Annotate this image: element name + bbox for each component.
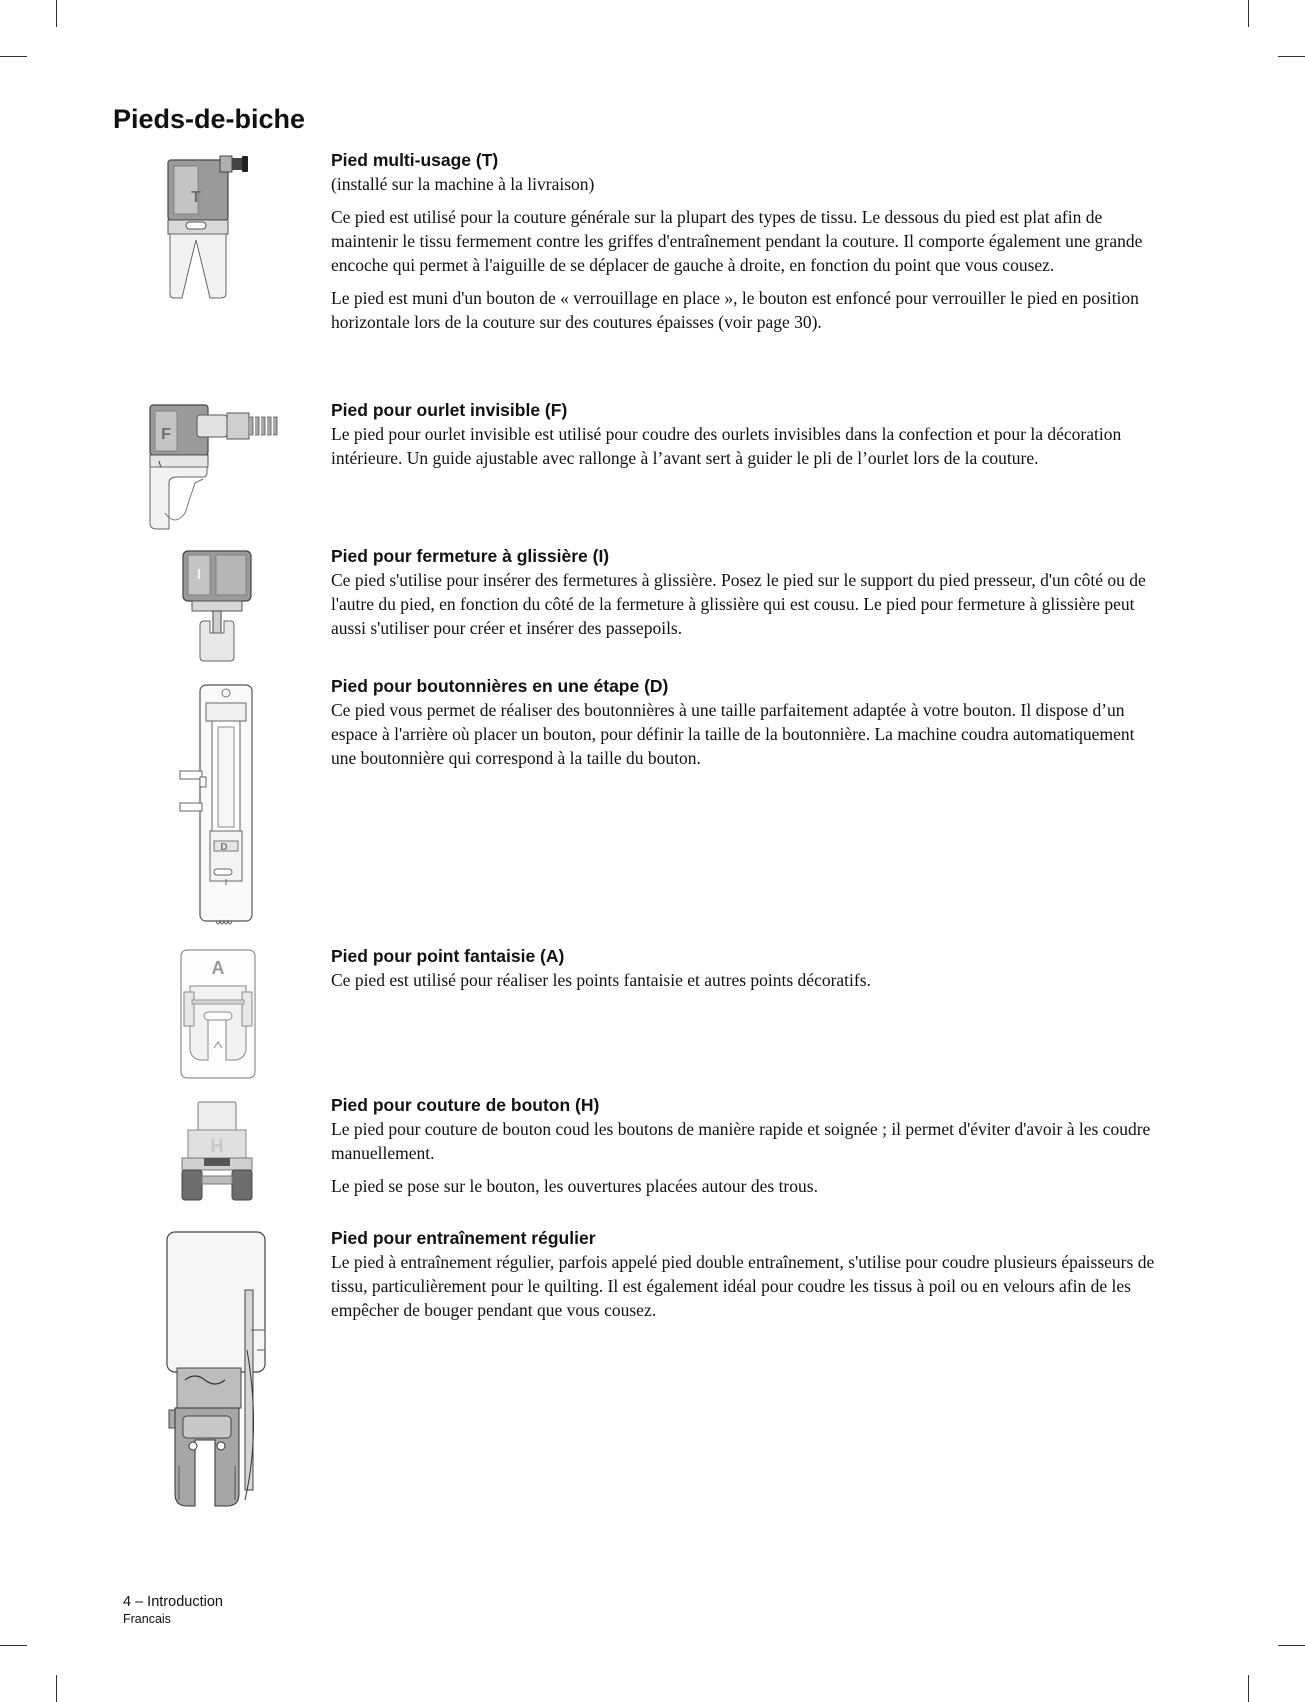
- crop-mark: [1278, 56, 1305, 57]
- footer-page-number: 4 – Introduction: [123, 1594, 223, 1610]
- section-blindhem-foot: [331, 398, 1156, 479]
- section-paragraph: Ce pied est utilisé pour réaliser les points fantaisie et autres points décoratifs.: [331, 970, 871, 990]
- section-paragraph: Le pied à entraînement régulier, parfois appelé pied double entraînement, s'utilise pour coudre plusieurs épaisseurs de tissu, particulièrement pour le quilting. Il est également idéal pour coudre les tissus à poil ou en velours afin de les empêcher de bouger pendant que vous cousez.: [331, 1252, 1155, 1320]
- crop-mark: [1248, 0, 1249, 27]
- section-heading: Pied multi-usage (T): [331, 150, 499, 170]
- foot-letter-F: F: [161, 426, 171, 443]
- crop-mark: [56, 1675, 57, 1702]
- section-paragraph: Le pied est muni d'un bouton de « verrouillage en place », le bouton est enfoncé pour verrouiller le pied en position horizontale lors de la couture sur des coutures épaisses (voir page 30).: [331, 288, 1139, 332]
- section-heading: Pied pour boutonnières en une étape (D): [331, 676, 669, 696]
- section-paragraph: Le pied se pose sur le bouton, les ouvertures placées autour des trous.: [331, 1176, 818, 1196]
- section-heading: Pied pour ourlet invisible (F): [331, 400, 568, 420]
- section-heading: Pied pour fermeture à glissière (I): [331, 546, 610, 566]
- section-paragraph: Le pied pour couture de bouton coud les boutons de manière rapide et soignée ; il permet d'éviter d'avoir à les coudre manuellement.: [331, 1119, 1151, 1163]
- section-buttonhole-foot: [331, 674, 1156, 779]
- page-title: Pieds-de-biche: [113, 104, 306, 134]
- section-paragraph: Ce pied est utilisé pour la couture générale sur la plupart des types de tissu. Le dessous du pied est plat afin de maintenir le tissu fermement contre les griffes d'entraînement pendant la couture. Il comporte également une grande encoche qui permet à l'aiguille de se déplacer de gauche à droite, en fonction du point que vous cousez.: [331, 207, 1143, 275]
- walking-foot-icon: [165, 1230, 275, 1510]
- section-heading: Pied pour couture de bouton (H): [331, 1095, 600, 1115]
- foot-letter-A: A: [211, 958, 225, 978]
- section-zipper-foot: [331, 544, 1156, 649]
- foot-letter-H: H: [210, 1136, 224, 1156]
- buttonhole-foot-D-icon: [176, 683, 266, 933]
- section-walking-foot: [331, 1226, 1156, 1331]
- section-button-sewing-foot: [331, 1093, 1156, 1207]
- foot-letter-T: T: [191, 189, 201, 206]
- section-subheading: (installé sur la machine à la livraison): [331, 174, 595, 194]
- crop-mark: [1278, 1645, 1305, 1646]
- page-footer: [123, 1593, 223, 1627]
- section-heading: Pied pour entraînement régulier: [331, 1228, 596, 1248]
- decorative-stitch-foot-A-icon: [178, 948, 258, 1082]
- foot-letter-I: I: [196, 566, 202, 583]
- section-heading: Pied pour point fantaisie (A): [331, 946, 565, 966]
- section-multipurpose-foot: [331, 148, 1156, 343]
- section-paragraph: Le pied pour ourlet invisible est utilisé pour coudre des ourlets invisibles dans la confection et pour la décoration intérieure. Un guide ajustable avec rallonge à l’avant sert à guider le pli de l’ourlet lors de la couture.: [331, 424, 1122, 468]
- multipurpose-foot-T-icon: [160, 152, 280, 300]
- button-sewing-foot-H-icon: [178, 1100, 258, 1204]
- crop-mark: [56, 0, 57, 27]
- section-paragraph: Ce pied vous permet de réaliser des boutonnières à une taille parfaitement adaptée à votre bouton. Il dispose d’un espace à l'arrière où placer un bouton, pour définir la taille de la boutonnière. La machine coudra automatiquement une boutonnière qui correspond à la taille du bouton.: [331, 700, 1135, 768]
- blindhem-foot-F-icon: [145, 403, 295, 533]
- crop-mark: [0, 56, 27, 57]
- foot-letter-D: D: [220, 842, 228, 853]
- crop-mark: [0, 1645, 27, 1646]
- crop-mark: [1248, 1675, 1249, 1702]
- zipper-foot-I-icon: [180, 549, 260, 665]
- section-decorative-stitch-foot: [331, 944, 1156, 1001]
- section-paragraph: Ce pied s'utilise pour insérer des fermetures à glissière. Posez le pied sur le support du pied presseur, d'un côté ou de l'autre du pied, en fonction du côté de la fermeture à glissière qui est cousu. Le pied pour fermeture à glissière peut aussi s'utiliser pour créer et insérer des passepoils.: [331, 570, 1146, 638]
- footer-language: Francais: [123, 1612, 171, 1626]
